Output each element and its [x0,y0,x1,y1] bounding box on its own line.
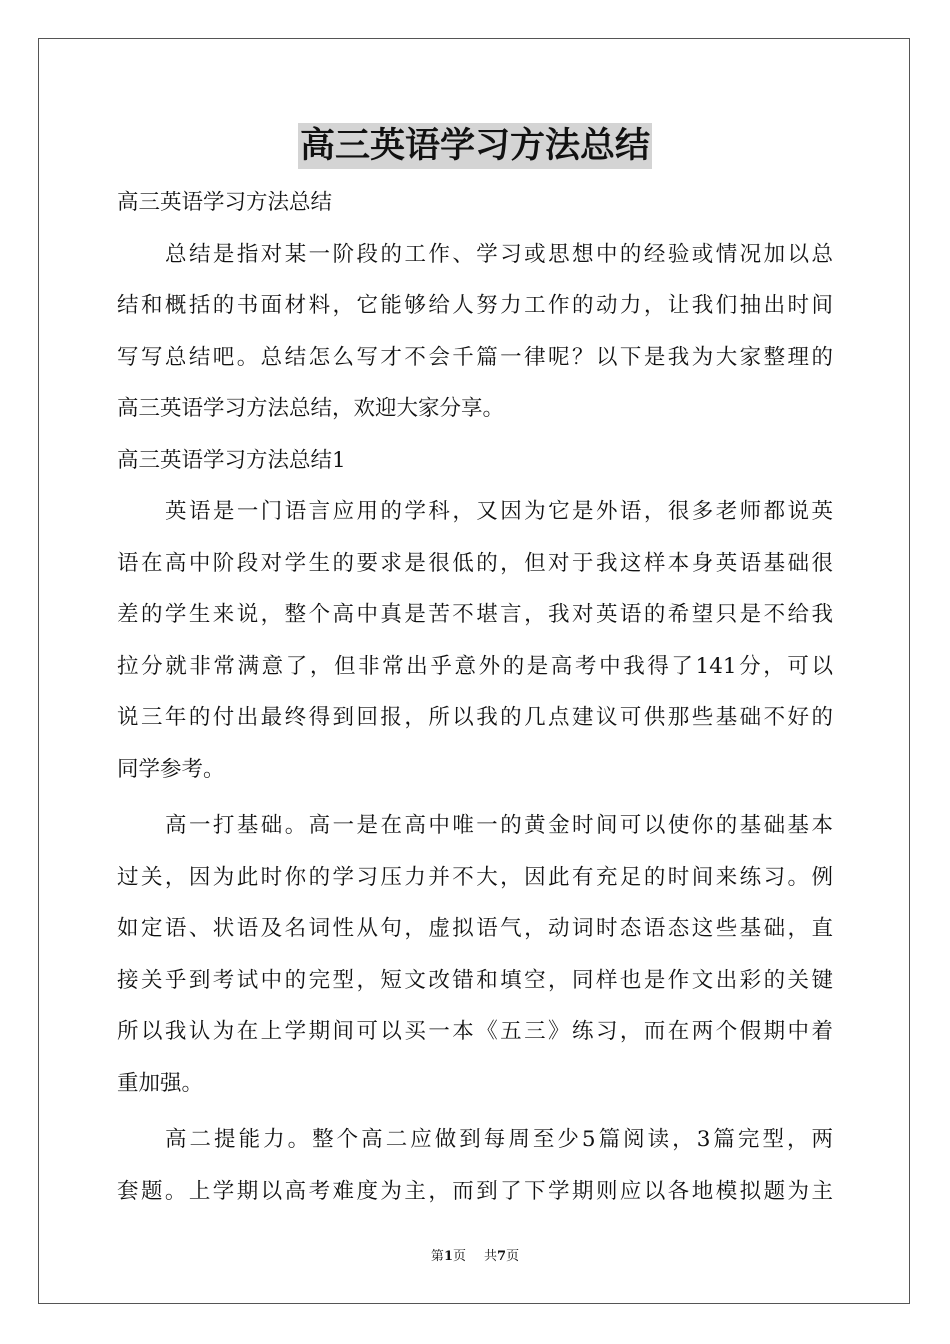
paragraph-line: 套题。上学期以高考难度为主，而到了下学期则应以各地模拟题为主 [117,1178,833,1204]
intro-line: 写写总结吧。总结怎么写才不会千篇一律呢？以下是我为大家整理的 [117,344,833,370]
intro-line: 高三英语学习方法总结，欢迎大家分享。 [117,396,505,421]
page-total: 7 [497,1249,507,1264]
page-current: 1 [443,1249,453,1264]
intro-line: 结和概括的书面材料，它能够给人努力工作的动力，让我们抽出时间 [117,293,833,318]
paragraph-line: 说三年的付出最终得到回报，所以我的几点建议可供那些基础不好的 [117,705,833,730]
page-footer [0,1248,950,1266]
intro-line: 总结是指对某一阶段的工作、学习或思想中的经验或情况加以总 [165,241,833,267]
paragraph-line: 如定语、状语及名词性从句，虚拟语气，动词时态语态这些基础，直 [117,916,833,941]
document-subtitle: 高三英语学习方法总结 [117,190,333,215]
paragraph-line: 语在高中阶段对学生的要求是很低的，但对于我这样本身英语基础很 [117,550,833,576]
page-unit: 页 [452,1249,466,1264]
document-title-text: 高三英语学习方法总结 [298,123,652,169]
paragraph-line: 差的学生来说，整个高中真是苦不堪言，我对英语的希望只是不给我 [117,602,833,627]
paragraph-line: 过关，因为此时你的学习压力并不大，因此有充足的时间来练习。例 [117,864,833,890]
paragraph-line: 接关乎到考试中的完型，短文改错和填空，同样也是作文出彩的关键 [117,967,833,993]
paragraph-line: 高一打基础。高一是在高中唯一的黄金时间可以使你的基础基本 [165,813,833,838]
paragraph-line: 同学参考。 [117,756,225,782]
total-unit: 页 [506,1249,520,1264]
paragraph-line: 高二提能力。整个高二应做到每周至少5篇阅读，3篇完型，两 [165,1127,833,1152]
section-heading: 高三英语学习方法总结1 [117,447,346,473]
document-title [0,123,950,169]
paragraph-line: 拉分就非常满意了，但非常出乎意外的是高考中我得了141分，可以 [117,653,833,679]
paragraph-line: 所以我认为在上学期间可以买一本《五三》练习，而在两个假期中着 [117,1019,833,1044]
total-prefix: 共 [484,1249,498,1264]
paragraph-line: 英语是一门语言应用的学科，又因为它是外语，很多老师都说英 [165,499,833,524]
paragraph-line: 重加强。 [117,1070,204,1096]
page-prefix: 第 [430,1249,444,1264]
document-body [117,177,833,1217]
